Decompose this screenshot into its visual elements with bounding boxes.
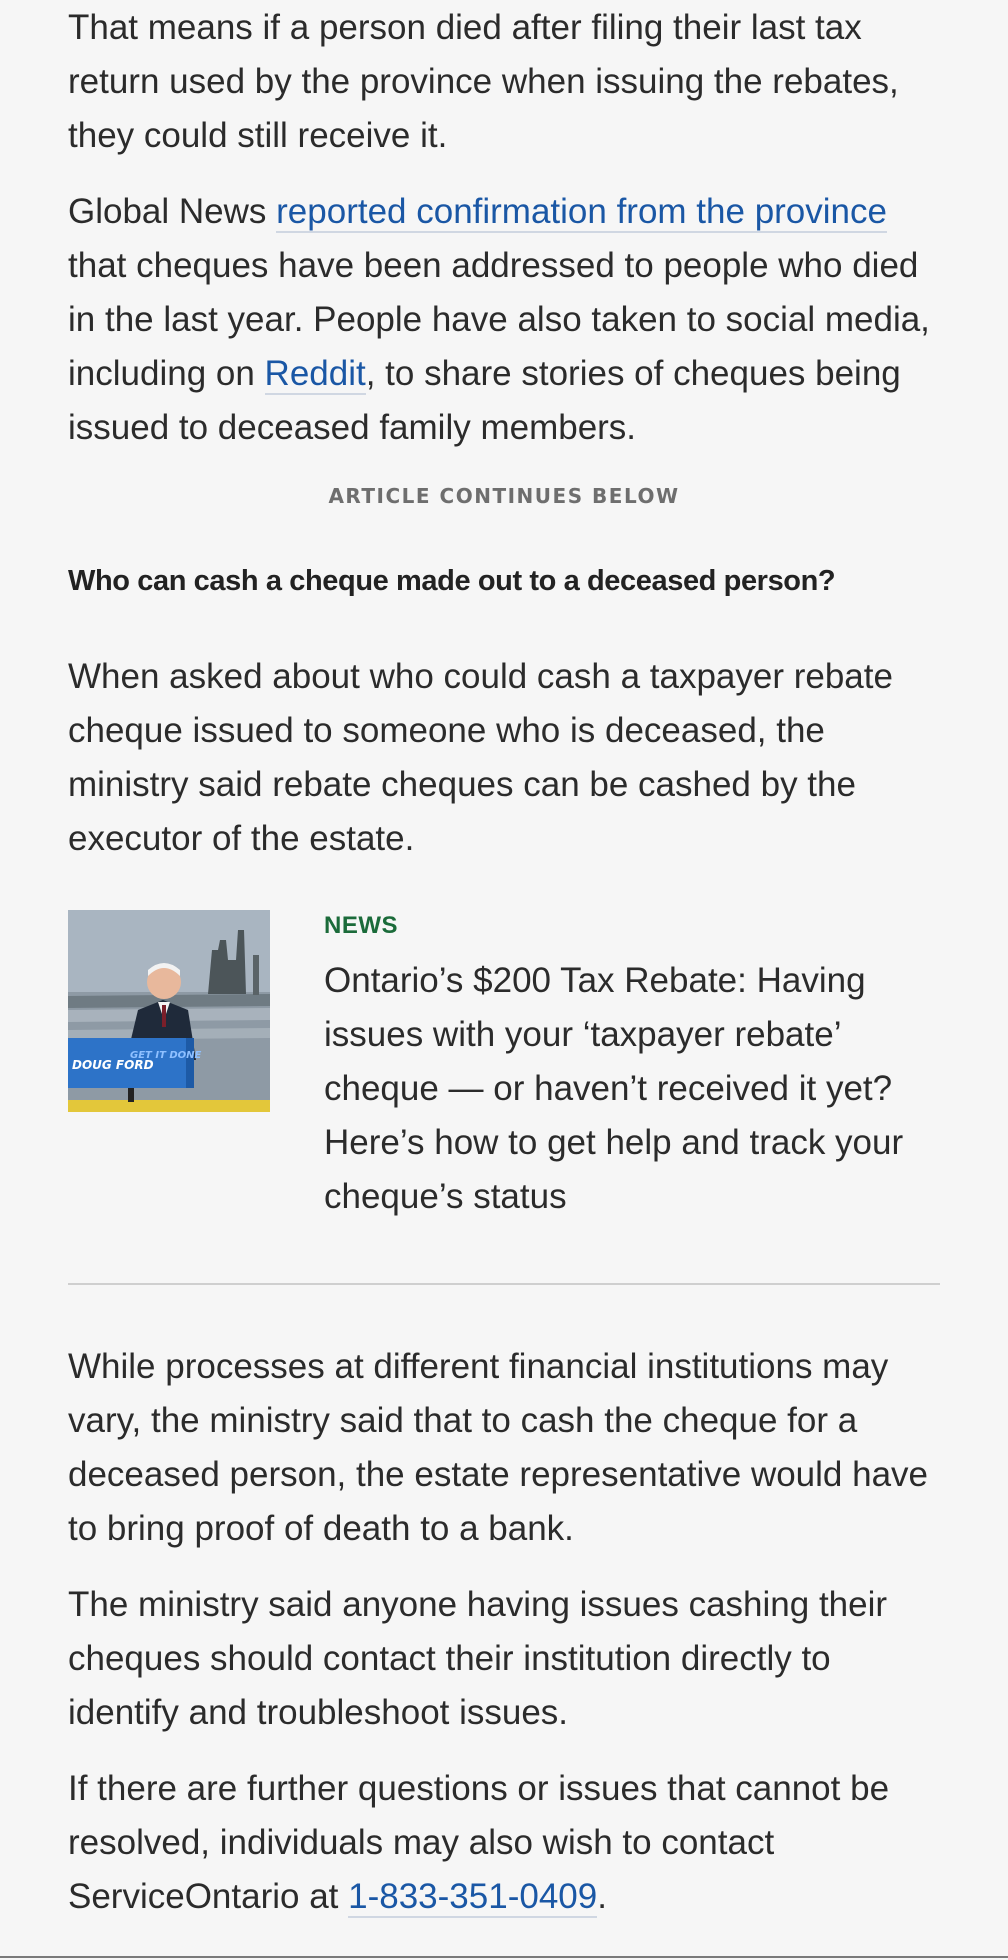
paragraph-contact-institution: The ministry said anyone having issues cashing their cheques should contact their institution directly to identify and troubleshoot issues. <box>68 1585 888 1732</box>
related-article-title[interactable]: Ontario’s $200 Tax Rebate: Having issues with your ‘taxpayer rebate’ cheque — or haven’t received it yet? Here’s how to get help and track your cheque’s status <box>324 961 904 1216</box>
article-continues-label: ARTICLE CONTINUES BELOW <box>328 484 680 508</box>
related-article-category[interactable]: NEWS <box>324 912 398 939</box>
section-subheading: Who can cash a cheque made out to a deceased person? <box>68 565 836 597</box>
paragraph-text: that cheques have been addressed to people who died in the last year. People have also taken to social media, including on <box>68 246 930 393</box>
paragraph-text: , to share stories of cheques being issued to deceased family members. <box>68 354 901 447</box>
paragraph-text: Global News <box>68 192 277 231</box>
link-reddit[interactable]: Reddit <box>264 354 366 393</box>
section-divider <box>68 1283 940 1285</box>
bottom-edge-line <box>0 1956 1008 1958</box>
link-province-confirmation[interactable]: reported confirmation from the province <box>276 192 887 231</box>
paragraph-text: . <box>597 1877 607 1916</box>
paragraph-text: If there are further questions or issues that cannot be resolved, individuals may also wish to contact ServiceOntario at <box>68 1769 890 1916</box>
paragraph-rebate-eligibility: That means if a person died after filing their last tax return used by the province when issuing the rebates, they could still receive it. <box>68 8 899 155</box>
paragraph-executor: When asked about who could cash a taxpayer rebate cheque issued to someone who is deceased, the ministry said rebate cheques can be cashed by the executor of the estate. <box>68 657 893 858</box>
related-article-thumbnail[interactable] <box>68 910 270 1112</box>
podium-name-text: DOUG FORD <box>72 1058 154 1072</box>
paragraph-serviceontario <box>68 1762 940 1924</box>
serviceontario-phone-link[interactable]: 1-833-351-0409 <box>348 1877 598 1916</box>
podium-slogan-text: GET IT DONE <box>130 1050 202 1061</box>
politician-photo-image <box>68 910 270 1112</box>
paragraph-global-news <box>68 185 940 455</box>
related-article-card[interactable] <box>68 910 940 1230</box>
paragraph-proof-of-death: While processes at different financial institutions may vary, the ministry said that to cash the cheque for a deceased person, the estate representative would have to bring proof of death to a bank. <box>68 1347 929 1548</box>
